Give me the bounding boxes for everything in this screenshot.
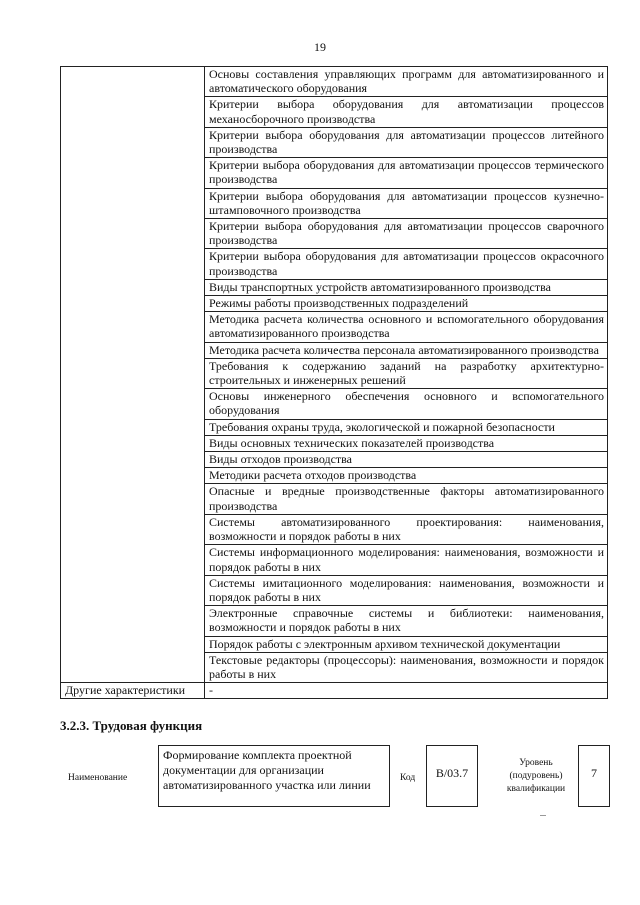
other-characteristics-value: - — [205, 683, 608, 699]
table-left-column — [61, 67, 205, 683]
knowledge-item: Режимы работы производственных подразделений — [205, 296, 608, 312]
knowledge-item: Системы имитационного моделирования: наименования, возможности и порядок работы в них — [205, 575, 608, 605]
knowledge-item: Основы составления управляющих программ для автоматизированного и автоматического оборудования — [205, 67, 608, 97]
knowledge-item: Критерии выбора оборудования для автоматизации процессов термического производства — [205, 158, 608, 188]
section-title: 3.2.3. Трудовая функция — [60, 718, 203, 733]
knowledge-item: Виды основных технических показателей производства — [205, 435, 608, 451]
knowledge-item: Опасные и вредные производственные факторы автоматизированного производства — [205, 484, 608, 514]
function-name-box: Формирование комплекта проектной документации для организации автоматизированного участка или линии — [158, 745, 390, 807]
knowledge-item: Требования к содержанию заданий на разработку архитектурно-строительных и инженерных решений — [205, 358, 608, 388]
scan-artifact — [540, 815, 546, 816]
knowledge-item: Основы инженерного обеспечения основного и вспомогательного оборудования — [205, 389, 608, 419]
knowledge-item: Виды транспортных устройств автоматизированного производства — [205, 279, 608, 295]
knowledge-item: Системы информационного моделирования: наименования, возможности и порядок работы в них — [205, 545, 608, 575]
labor-function-header — [60, 745, 620, 825]
knowledge-item: Методики расчета отходов производства — [205, 468, 608, 484]
knowledge-item: Текстовые редакторы (процессоры): наименования, возможности и порядок работы в них — [205, 652, 608, 682]
page-number: 19 — [314, 40, 326, 54]
knowledge-item: Критерии выбора оборудования для автоматизации процессов литейного производства — [205, 127, 608, 157]
knowledge-item: Критерии выбора оборудования для автоматизации процессов механосборочного производства — [205, 97, 608, 127]
knowledge-item: Критерии выбора оборудования для автоматизации процессов окрасочного производства — [205, 249, 608, 279]
knowledge-item: Требования охраны труда, экологической и пожарной безопасности — [205, 419, 608, 435]
function-code-box: B/03.7 — [426, 745, 478, 807]
code-label: Код — [400, 773, 416, 783]
knowledge-item: Системы автоматизированного проектирования: наименования, возможности и порядок работы в них — [205, 514, 608, 544]
knowledge-item: Критерии выбора оборудования для автоматизации процессов сварочного производства — [205, 219, 608, 249]
other-characteristics-label: Другие характеристики — [61, 683, 205, 699]
knowledge-item: Методика расчета количества основного и вспомогательного оборудования автоматизированного производства — [205, 312, 608, 342]
knowledge-item: Методика расчета количества персонала автоматизированного производства — [205, 342, 608, 358]
table-row — [61, 683, 608, 699]
knowledge-table — [60, 66, 608, 699]
qualification-level-box: 7 — [578, 745, 610, 807]
name-label: Наименование — [68, 773, 128, 783]
table-row — [61, 67, 608, 97]
knowledge-item: Электронные справочные системы и библиотеки: наименования, возможности и порядок работы в них — [205, 606, 608, 636]
knowledge-item: Виды отходов производства — [205, 452, 608, 468]
knowledge-item: Критерии выбора оборудования для автоматизации процессов кузнечно-штамповочного производства — [205, 188, 608, 218]
knowledge-item: Порядок работы с электронным архивом технической документации — [205, 636, 608, 652]
level-label: Уровень (подуровень) квалификации — [506, 758, 566, 794]
